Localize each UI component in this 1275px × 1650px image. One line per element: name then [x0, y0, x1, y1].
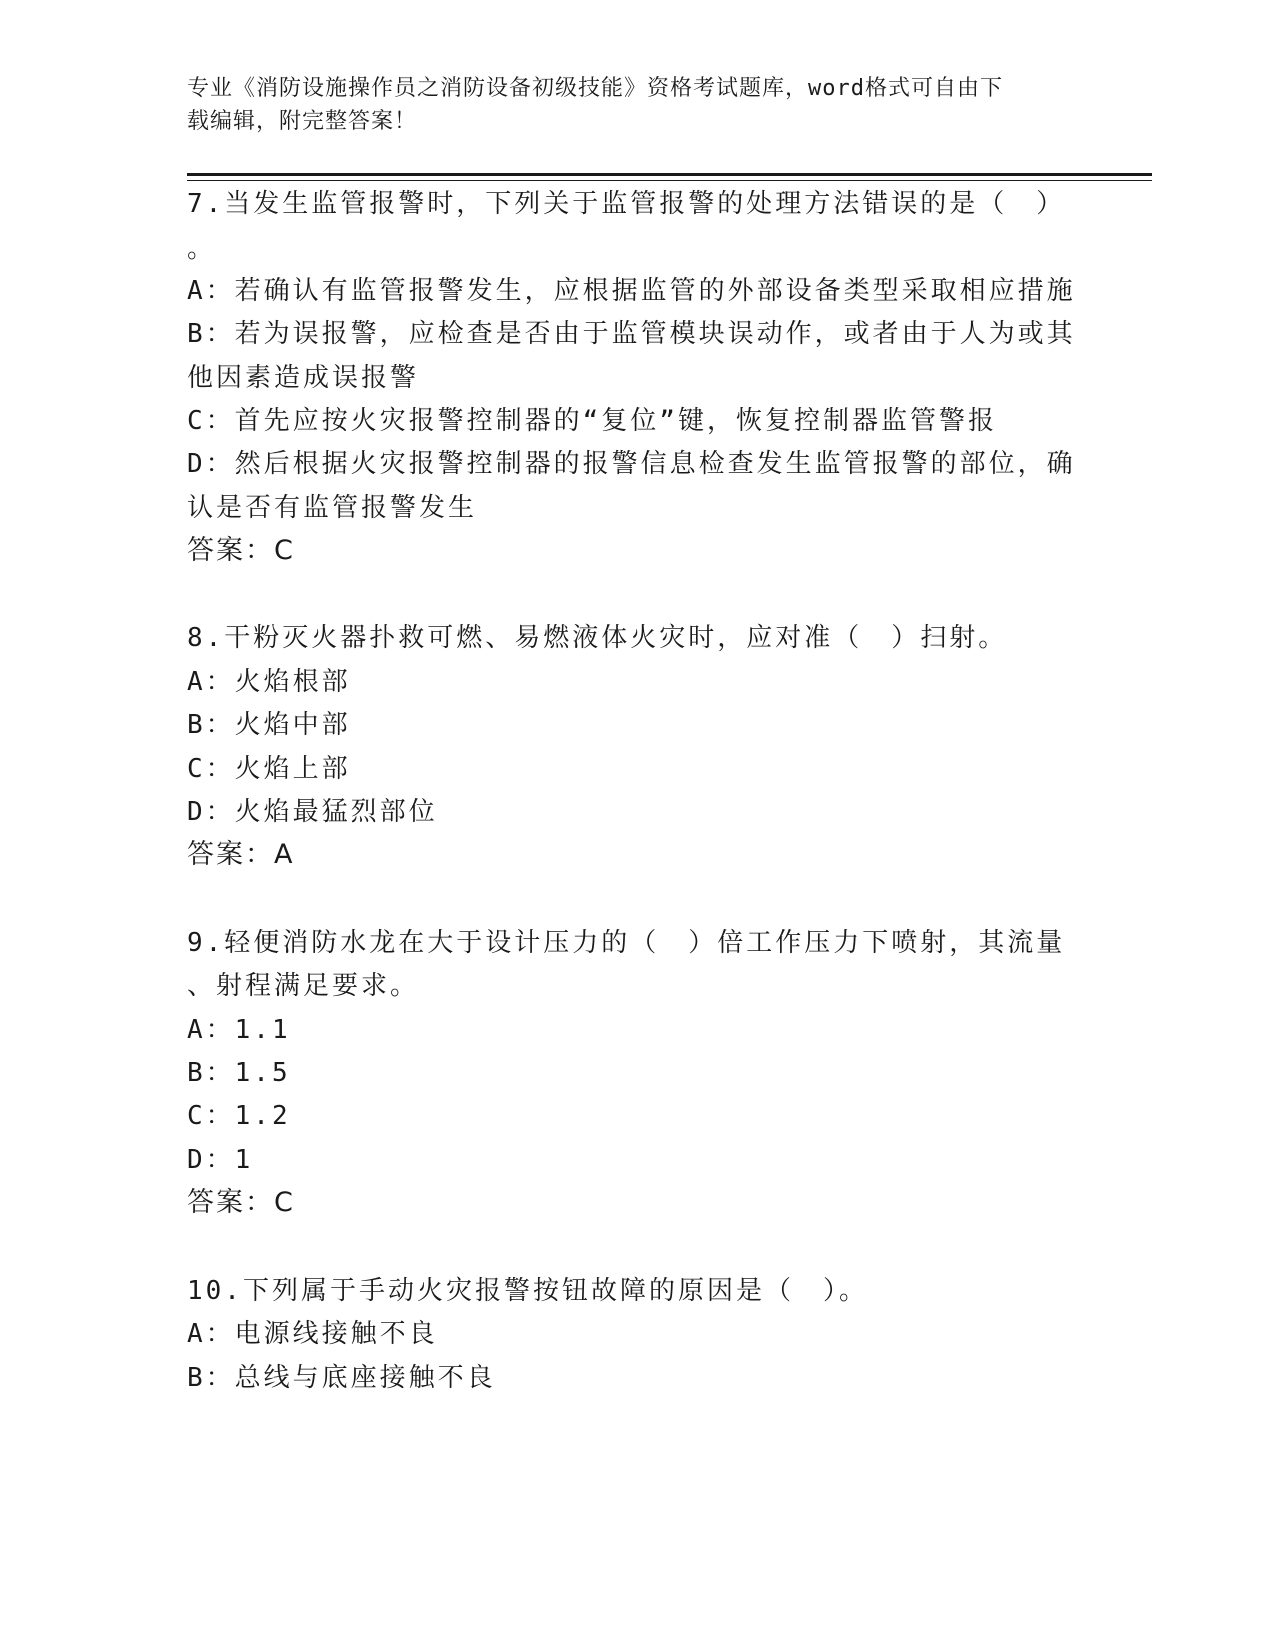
question-9-option-b: B：1.5 — [187, 1058, 291, 1088]
header-divider-thick — [187, 173, 1152, 176]
question-8-option-d: D：火焰最猛烈部位 — [187, 797, 438, 827]
question-7-option-d-line-2: 认是否有监管报警发生 — [187, 493, 478, 523]
question-7-option-b-line-2: 他因素造成误报警 — [187, 363, 420, 393]
question-10-stem-line-1: 10.下列属于手动火灾报警按钮故障的原因是（ ）。 — [187, 1276, 868, 1306]
question-8-option-b: B：火焰中部 — [187, 710, 351, 740]
question-9-option-d: D：1 — [187, 1145, 254, 1175]
header-line-1: 专业《消防设施操作员之消防设备初级技能》资格考试题库，word格式可自由下 — [187, 76, 1003, 101]
question-7-option-d-line-1: D：然后根据火灾报警控制器的报警信息检查发生监管报警的部位，确 — [187, 449, 1076, 479]
question-9-option-a: A：1.1 — [187, 1015, 291, 1045]
header-line-2: 载编辑，附完整答案！ — [187, 109, 418, 134]
question-9-answer: 答案：C — [187, 1187, 295, 1218]
header-divider-thin — [187, 180, 1152, 181]
question-9-option-c: C：1.2 — [187, 1101, 291, 1131]
question-7-option-b-line-1: B：若为误报警，应检查是否由于监管模块误动作，或者由于人为或其 — [187, 319, 1076, 349]
question-7-answer: 答案：C — [187, 535, 295, 566]
question-7-stem-line-1: 7.当发生监管报警时，下列关于监管报警的处理方法错误的是（ ） — [187, 189, 1066, 219]
question-7-option-c: C：首先应按火灾报警控制器的“复位”键，恢复控制器监管警报 — [187, 406, 997, 436]
question-7-stem-line-2: 。 — [187, 234, 217, 264]
question-7-option-a: A：若确认有监管报警发生，应根据监管的外部设备类型采取相应措施 — [187, 276, 1076, 306]
question-8-option-a: A：火焰根部 — [187, 667, 351, 697]
question-8-stem-line-1: 8.干粉灭火器扑救可燃、易燃液体火灾时，应对准（ ）扫射。 — [187, 623, 1008, 653]
document-header — [187, 72, 1087, 138]
question-8-option-c: C：火焰上部 — [187, 754, 351, 784]
question-10-option-b: B：总线与底座接触不良 — [187, 1363, 496, 1393]
question-9-stem-line-1: 9.轻便消防水龙在大于设计压力的（ ）倍工作压力下喷射，其流量 — [187, 928, 1066, 958]
question-10-option-a: A：电源线接触不良 — [187, 1319, 438, 1349]
question-8-answer: 答案：A — [187, 839, 295, 870]
question-9-stem-line-2: 、射程满足要求。 — [187, 971, 420, 1001]
